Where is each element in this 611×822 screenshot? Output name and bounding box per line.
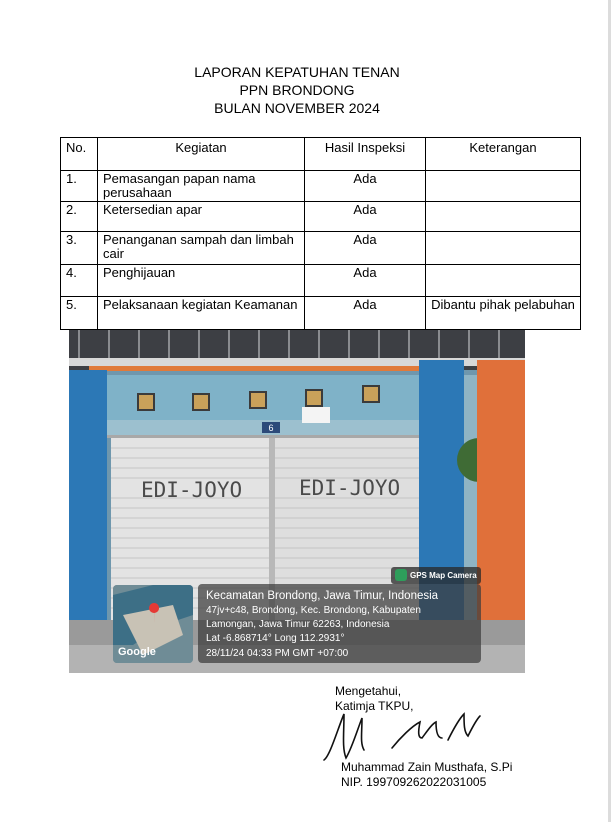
col-header-activity: Kegiatan <box>98 138 305 171</box>
table-row <box>61 202 581 232</box>
table-row <box>61 265 581 297</box>
row-activity: Pemasangan papan nama perusahaan <box>98 171 305 202</box>
row-note <box>426 171 581 202</box>
row-note: Dibantu pihak pelabuhan <box>426 297 581 330</box>
col-header-no: No. <box>61 138 98 171</box>
shop-number: 6 <box>268 423 274 433</box>
row-activity: Penghijauan <box>98 265 305 297</box>
row-number: 4. <box>61 265 98 297</box>
signature-acknowledged: Mengetahui, <box>335 684 402 698</box>
geotag-address-1: 47jv+c48, Brondong, Kec. Brondong, Kabupaten <box>206 605 421 616</box>
geotag-address-2: Lamongan, Jawa Timur 62263, Indonesia <box>206 619 390 630</box>
row-note <box>426 265 581 297</box>
row-result: Ada <box>305 202 426 232</box>
handwritten-signature <box>322 708 482 764</box>
row-result: Ada <box>305 171 426 202</box>
gps-camera-icon <box>395 569 407 581</box>
row-number: 5. <box>61 297 98 330</box>
report-period: BULAN NOVEMBER 2024 <box>214 100 380 116</box>
row-activity: Penanganan sampah dan limbah cair <box>98 232 305 265</box>
signatory-name: Muhammad Zain Musthafa, S.Pi <box>341 760 513 774</box>
geotag-location: Kecamatan Brondong, Jawa Timur, Indonesia <box>206 590 439 602</box>
row-result: Ada <box>305 232 426 265</box>
compliance-table <box>60 137 581 330</box>
col-header-note: Keterangan <box>426 138 581 171</box>
row-result: Ada <box>305 265 426 297</box>
google-watermark: Google <box>118 646 156 658</box>
signature-position: Katimja TKPU, <box>335 699 414 713</box>
geotag-coordinates: Lat -6.868714° Long 112.2931° <box>206 633 345 644</box>
shutter-graffiti-right: EDI-JOYO <box>299 476 401 500</box>
report-title: LAPORAN KEPATUHAN TENAN <box>194 64 400 80</box>
gps-camera-label: GPS Map Camera <box>410 571 477 580</box>
table-header-row <box>61 138 581 171</box>
row-number: 1. <box>61 171 98 202</box>
row-number: 3. <box>61 232 98 265</box>
row-number: 2. <box>61 202 98 232</box>
row-result: Ada <box>305 297 426 330</box>
row-note <box>426 202 581 232</box>
table-row <box>61 297 581 330</box>
row-activity: Ketersedian apar <box>98 202 305 232</box>
table-row <box>61 171 581 202</box>
col-header-result: Hasil Inspeksi <box>305 138 426 171</box>
row-activity: Pelaksanaan kegiatan Keamanan <box>98 297 305 330</box>
report-subtitle: PPN BRONDONG <box>239 82 355 98</box>
signatory-nip: NIP. 199709262022031005 <box>341 775 487 789</box>
shutter-graffiti-left: EDI-JOYO <box>141 478 243 502</box>
table-row <box>61 232 581 265</box>
row-note <box>426 232 581 265</box>
geotag-timestamp: 28/11/24 04:33 PM GMT +07:00 <box>206 648 349 659</box>
